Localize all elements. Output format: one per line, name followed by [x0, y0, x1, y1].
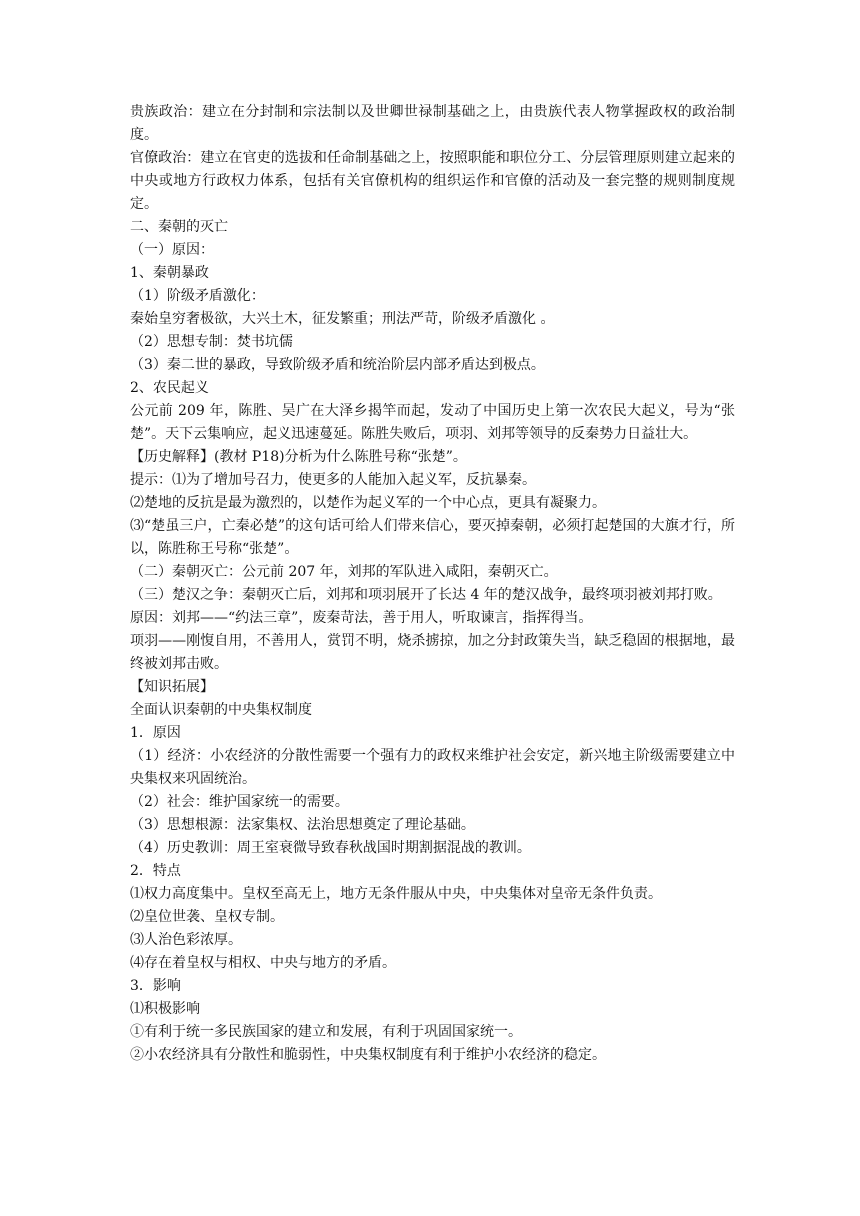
- list-item-second-emperor: （3）秦二世的暴政，导致阶级矛盾和统治阶层内部矛盾达到极点。: [130, 357, 545, 373]
- subheading-qin-collapse: （二）秦朝灭亡：公元前 207 年，刘邦的军队进入咸阳，秦朝灭亡。: [130, 564, 558, 580]
- reason-economy: （1）经济：小农经济的分散性需要一个强有力的政权来维护社会安定，新兴地主阶级需要建立中央集权来巩固统治。: [130, 748, 735, 787]
- characteristic-2: ⑵皇位世袭、皇权专制。: [130, 909, 284, 925]
- subheading-tyranny: 1、秦朝暴政: [130, 265, 209, 281]
- reason-society: （2）社会：维护国家统一的需要。: [130, 794, 349, 810]
- characteristic-1: ⑴权力高度集中。皇权至高无上，地方无条件服从中央，中央集体对皇帝无条件负责。: [130, 886, 662, 902]
- heading-knowledge-extension: 【知识拓展】: [130, 679, 214, 695]
- subheading-characteristics: 2．特点: [130, 863, 181, 879]
- reason-ideology: （3）思想根源：法家集权、法治思想奠定了理论基础。: [130, 817, 475, 833]
- subheading-causes: （一）原因：: [130, 242, 214, 258]
- paragraph-chen-sheng-uprising: 公元前 209 年，陈胜、吴广在大泽乡揭竿而起，发动了中国历史上第一次农民大起义，号为“张楚”。天下云集响应，起义迅速蔓延。陈胜失败后，项羽、刘邦等领导的反秦势力日益壮大。: [130, 403, 735, 442]
- subheading-chu-han-contention: （三）楚汉之争：秦朝灭亡后，刘邦和项羽展开了长达 4 年的楚汉战争，最终项羽被刘邦打败。: [130, 587, 722, 603]
- paragraph-xiang-yu-reasons: 项羽——刚愎自用，不善用人，赏罚不明，烧杀掳掠，加之分封政策失当，缺乏稳固的根据地，最终被刘邦击败。: [130, 633, 735, 672]
- subheading-impact: 3．影响: [130, 978, 181, 994]
- paragraph-aristocratic-politics: 贵族政治：建立在分封制和宗法制以及世卿世禄制基础之上，由贵族代表人物掌握政权的政治制度。: [130, 104, 735, 143]
- reason-history: （4）历史教训：周王室衰微导致春秋战国时期割据混战的教训。: [130, 840, 531, 856]
- characteristic-4: ⑷存在着皇权与相权、中央与地方的矛盾。: [130, 955, 396, 971]
- paragraph-bureaucratic-politics: 官僚政治：建立在官吏的选拔和任命制基础之上，按照职能和职位分工、分层管理原则建立起来的中央或地方行政权力体系，包括有关官僚机构的组织运作和官僚的活动及一套完整的规则制度规定。: [130, 150, 735, 212]
- positive-impact-2: ②小农经济具有分散性和脆弱性，中央集权制度有利于维护小农经济的稳定。: [130, 1047, 606, 1063]
- question-historical-explanation: 【历史解释】(教材 P18)分析为什么陈胜号称“张楚”。: [130, 449, 467, 465]
- document-body: [130, 101, 735, 1067]
- paragraph-qin-shihuang: 秦始皇穷奢极欲，大兴土木，征发繁重；刑法严苛，阶级矛盾激化 。: [130, 311, 555, 327]
- paragraph-liu-bang-reasons: 原因：刘邦——“约法三章”，废秦苛法，善于用人，听取谏言，指挥得当。: [130, 610, 593, 626]
- characteristic-3: ⑶人治色彩浓厚。: [130, 932, 242, 948]
- subheading-peasant-uprising: 2、农民起义: [130, 380, 209, 396]
- hint-item-3: ⑶“楚虽三户，亡秦必楚”的这句话可给人们带来信心，要灭掉秦朝，必须打起楚国的大旗才行，所以，陈胜称王号称“张楚”。: [130, 518, 735, 557]
- heading-central-authority: 全面认识秦朝的中央集权制度: [130, 702, 312, 718]
- subheading-reasons: 1．原因: [130, 725, 181, 741]
- positive-impact-1: ①有利于统一多民族国家的建立和发展，有利于巩固国家统一。: [130, 1024, 522, 1040]
- hint-item-2: ⑵楚地的反抗是最为激烈的，以楚作为起义军的一个中心点，更具有凝聚力。: [130, 495, 606, 511]
- subheading-positive-impact: ⑴积极影响: [130, 1001, 200, 1017]
- list-item-class-conflict: （1）阶级矛盾激化：: [130, 288, 265, 304]
- hint-item-1: 提示：⑴为了增加号召力，使更多的人能加入起义军，反抗暴秦。: [130, 472, 536, 488]
- section-heading-qin-fall: 二、秦朝的灭亡: [130, 219, 228, 235]
- list-item-thought-control: （2）思想专制：焚书坑儒: [130, 334, 293, 350]
